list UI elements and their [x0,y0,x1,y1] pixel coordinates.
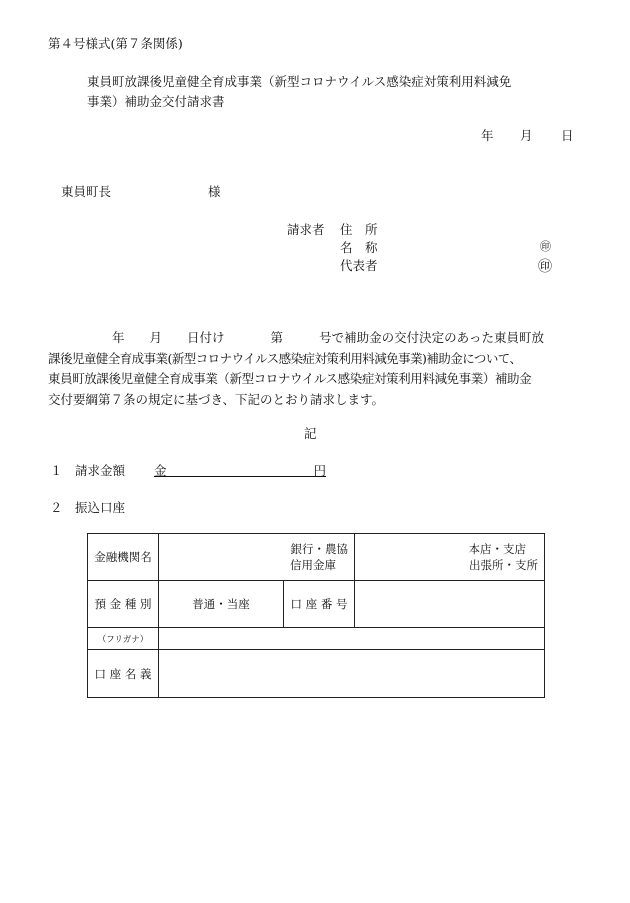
request-body [48,328,583,410]
body-line-4: 交付要綱第７条の規定に基づき、下記のとおり請求します。 [48,391,385,407]
document-title [87,72,511,112]
applicant-label: 請求者 [287,222,325,237]
institution-name-cell[interactable] [159,534,355,581]
date-month: 月 [520,128,533,143]
bank-account-table [87,533,545,698]
amount-underline [154,461,326,477]
addressee-name: 東員町長 [61,184,112,199]
seal-mark-small: ㊞ [540,240,551,253]
body-line-3: 東員町放課後児童健全育成事業（新型コロナウイルス感染症対策利用料減免事業）補助金 [48,371,532,386]
account-type-label: 預 金 種 別 [88,581,159,628]
body-line-2: 課後児童健全育成事業(新型コロナウイルス感染症対策利用料減免事業)補助金について、 [48,350,522,366]
applicant-name-label: 名 称 [340,240,378,255]
title-line-2: 事業）補助金交付請求書 [87,94,225,109]
date-day: 日 [561,128,574,143]
applicant-address-label: 住 所 [340,222,378,237]
ki-heading: 記 [304,426,317,441]
item-1-number: １ [50,463,63,478]
furigana-row [88,628,545,650]
item-1-label: 請求金額 [75,463,126,478]
body-year: 年 [112,330,125,345]
form-number: 第４号様式(第７条関係) [48,36,183,51]
amount-prefix: 金 [154,463,167,478]
item-2-label: 振込口座 [75,500,126,515]
item-2-number: ２ [50,500,63,515]
body-number-prefix: 第 [270,330,284,345]
furigana-cell[interactable] [159,628,545,650]
seal-mark: ㊞ [538,259,552,275]
applicant-representative-label: 代表者 [340,258,378,273]
branch-type-2: 出張所・支所 [469,558,538,572]
account-type-row [88,581,545,628]
body-date-suffix: 日付け [187,330,225,345]
institution-label: 金融機関名 [88,534,159,581]
addressee-honorific: 様 [208,184,221,199]
body-line-1 [48,328,583,349]
account-number-cell[interactable] [355,581,545,628]
account-holder-cell[interactable] [159,650,545,698]
body-month: 月 [149,330,163,345]
account-holder-label: 口 座 名 義 [88,650,159,698]
branch-type-1: 本店・支店 [468,542,526,556]
bank-type-2: 信用金庫 [290,558,336,572]
account-type-value[interactable]: 普通・当座 [159,581,284,628]
account-holder-row [88,650,545,698]
account-number-label: 口 座 番 号 [284,581,355,628]
amount-field[interactable] [154,461,326,480]
body-line-1-rest: 号で補助金の交付決定のあった東員町放 [319,330,544,345]
title-line-1: 東員町放課後児童健全育成事業（新型コロナウイルス感染症対策利用料減免 [87,74,512,89]
bank-type-1: 銀行・農協 [290,542,348,556]
furigana-label: （フリガナ） [88,628,159,650]
institution-row [88,534,545,581]
amount-suffix: 円 [313,463,326,478]
branch-name-cell[interactable] [355,534,545,581]
date-year: 年 [481,128,494,143]
